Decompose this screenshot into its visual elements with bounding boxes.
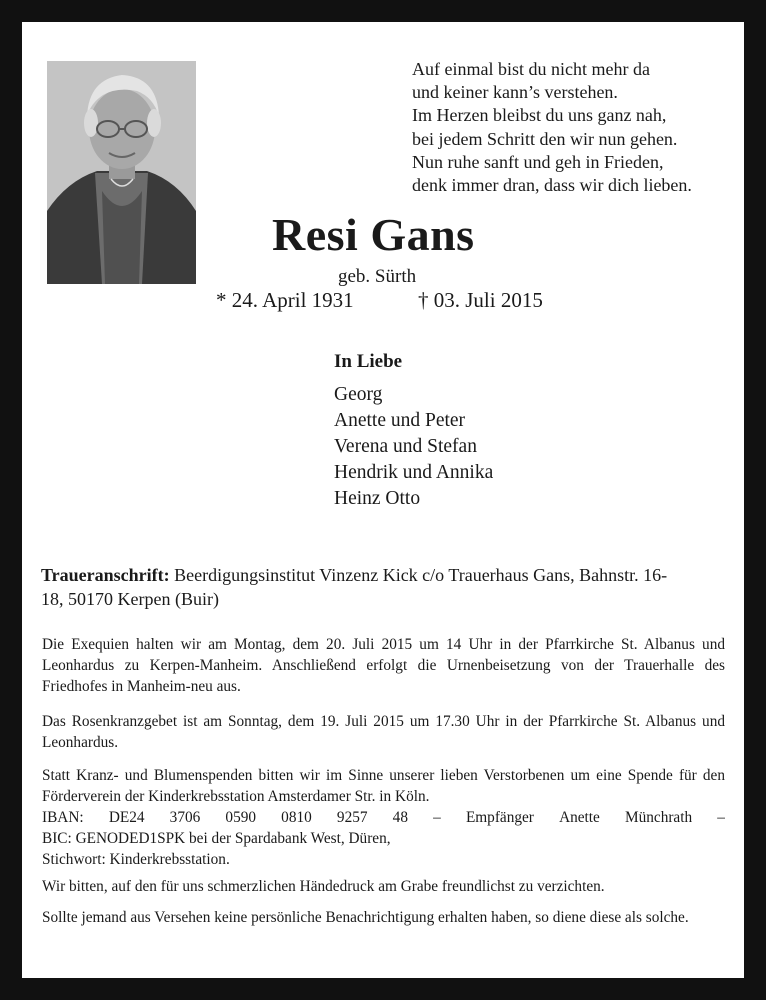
iban-part: Empfänger — [465, 809, 534, 826]
address-line-1: Beerdigungsinstitut Vinzenz Kick c/o Trauerhaus Gans, Bahnstr. 16- — [174, 565, 668, 585]
keyword-line: Stichwort: Kinderkrebsstation. — [42, 851, 230, 868]
rosary-paragraph: Das Rosenkranzgebet ist am Sonntag, dem 19. Juli 2015 um 17.30 Uhr in der Pfarrkirche St. Albanus und Leonhardus. — [42, 713, 725, 751]
bic-line: BIC: GENODED1SPK bei der Spardabank West, Düren, — [42, 830, 391, 847]
deceased-name: Resi Gans — [272, 209, 475, 260]
mourner-name: Verena und Stefan — [334, 436, 477, 457]
handshake-paragraph: Wir bitten, auf den für uns schmerzlichen Händedruck am Grabe freundlichst zu verzichten. — [42, 878, 605, 895]
donation-block — [42, 765, 725, 870]
mourner-name: Hendrik und Annika — [334, 462, 494, 483]
funeral-address — [41, 563, 721, 611]
mourner-name: Anette und Peter — [334, 410, 466, 431]
iban-part: Anette — [559, 809, 600, 826]
death-date: † 03. Juli 2015 — [418, 288, 543, 312]
iban-part: 0810 — [281, 809, 312, 826]
iban-part: – — [717, 809, 725, 826]
notice-paragraph: Sollte jemand aus Versehen keine persönliche Benachrichtigung erhalten haben, so diene diese als solche. — [42, 909, 689, 926]
address-label: Traueranschrift: — [41, 565, 170, 585]
maiden-name: geb. Sürth — [338, 266, 417, 287]
iban-part: Münchrath — [625, 809, 693, 826]
iban-part: 3706 — [169, 809, 201, 826]
poem-line: denk immer dran, dass wir dich lieben. — [412, 175, 692, 196]
portrait-photo — [47, 61, 196, 284]
birth-date: * 24. April 1931 — [216, 288, 354, 312]
poem-line: Nun ruhe sanft und geh in Frieden, — [412, 151, 664, 172]
mourners-list — [334, 382, 493, 512]
mourner-name: Georg — [334, 384, 383, 405]
iban-part: – — [433, 809, 441, 826]
iban-part: 0590 — [225, 809, 257, 826]
iban-part: DE24 — [108, 809, 145, 826]
iban-part: 48 — [392, 809, 408, 826]
poem-line: und keiner kann’s verstehen. — [412, 82, 618, 103]
memorial-poem — [412, 58, 722, 197]
exequien-paragraph: Die Exequien halten wir am Montag, dem 20. Juli 2015 um 14 Uhr in der Pfarrkirche St. Albanus und Leonhardus zu Kerpen-Manheim. Anschließend erfolgt die Urnenbeisetzung von der Trauerhalle des Friedhofes in Manheim-neu aus. — [42, 636, 725, 695]
iban-part: 9257 — [336, 809, 368, 826]
portrait-illustration — [47, 61, 196, 284]
poem-line: Auf einmal bist du nicht mehr da — [412, 59, 650, 79]
address-line-2: 18, 50170 Kerpen (Buir) — [41, 589, 219, 609]
iban-line — [42, 807, 725, 828]
iban-label: IBAN: — [42, 809, 84, 826]
donation-text: Statt Kranz- und Blumenspenden bitten wir im Sinne unserer lieben Verstorbenen um eine Spende für den Förderverein der Kinderkrebsstation Amsterdamer Str. in Köln. — [42, 767, 725, 805]
poem-line: Im Herzen bleibst du uns ganz nah, — [412, 105, 667, 126]
poem-line: bei jedem Schritt den wir nun gehen. — [412, 128, 678, 149]
mourners-heading: In Liebe — [334, 351, 403, 372]
mourner-name: Heinz Otto — [334, 488, 421, 509]
